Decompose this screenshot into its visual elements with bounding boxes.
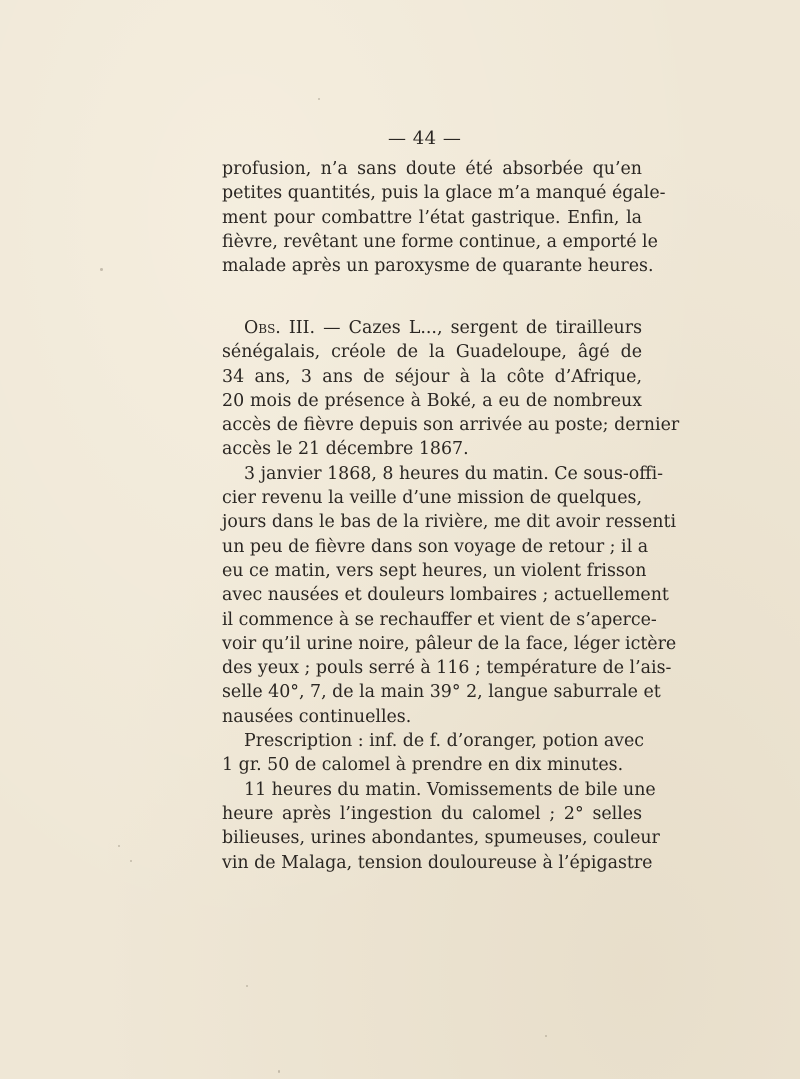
text-line: sénégalais, créole de la Guadeloupe, âgé de: [222, 342, 642, 363]
paper-speck: [278, 1070, 280, 1073]
text-line: malade après un paroxysme de quarante heures.: [222, 256, 654, 277]
text-line: heure après l’ingestion du calomel ; 2° selles: [222, 803, 642, 824]
text-line: Prescription : inf. de f. d’oranger, potion avec: [244, 731, 645, 752]
text-line: accès le 21 décembre 1867.: [222, 439, 469, 460]
paper-speck: [100, 268, 103, 271]
text-line: eu ce matin, vers sept heures, un violent frisson: [222, 560, 647, 581]
paper-speck: [246, 985, 248, 987]
text-line: des yeux ; pouls serré à 116 ; température de l’ais-: [222, 658, 672, 679]
text-line: ment pour combattre l’état gastrique. Enfin, la: [222, 207, 642, 228]
text-line: voir qu’il urine noire, pâleur de la face, léger ictère: [222, 633, 677, 654]
page-number: — 44 —: [388, 128, 462, 149]
paragraph-continuation: [222, 157, 666, 278]
paper-speck: [118, 845, 120, 847]
text-line: il commence à se rechauffer et vient de s’aperce-: [222, 609, 657, 630]
paper-speck: [318, 98, 320, 100]
text-line: vin de Malaga, tension douloureuse à l’épigastre: [222, 852, 653, 873]
text-line: nausées continuelles.: [222, 706, 412, 727]
text-line: un peu de fièvre dans son voyage de retour ; il a: [222, 536, 649, 557]
text-line-rest: III. — Cazes L..., sergent de tirailleurs: [280, 318, 642, 338]
text-line: 20 mois de présence à Boké, a eu de nombreux: [222, 390, 642, 411]
text-line: jours dans le bas de la rivière, me dit avoir ressenti: [222, 512, 677, 533]
text-line: bilieuses, urines abondantes, spumeuses, couleur: [222, 828, 660, 849]
text-line: selle 40°, 7, de la main 39° 2, langue saburrale et: [222, 682, 661, 703]
text-line: [222, 316, 642, 340]
text-line: profusion, n’a sans doute été absorbée qu’en: [222, 159, 642, 179]
observation-paragraph: [222, 316, 680, 875]
text-line: 34 ans, 3 ans de séjour à la côte d’Afrique,: [222, 366, 642, 387]
text-line: 1 gr. 50 de calomel à prendre en dix minutes.: [222, 755, 624, 776]
text-line: 3 janvier 1868, 8 heures du matin. Ce sous-offi-: [244, 463, 664, 484]
text-line: cier revenu la veille d’une mission de quelques,: [222, 488, 642, 509]
text-line: 11 heures du matin. Vomissements de bile une: [244, 779, 656, 800]
text-line: fièvre, revêtant une forme continue, a emporté le: [222, 231, 658, 252]
obs-label: Obs.: [244, 318, 281, 338]
text-line: petites quantités, puis la glace m’a manqué égale-: [222, 183, 666, 204]
paper-speck: [130, 860, 132, 862]
paper-speck: [545, 1035, 547, 1037]
text-line: accès de fièvre depuis son arrivée au poste; dernier: [222, 415, 680, 436]
text-line: avec nausées et douleurs lombaires ; actuellement: [222, 585, 669, 606]
